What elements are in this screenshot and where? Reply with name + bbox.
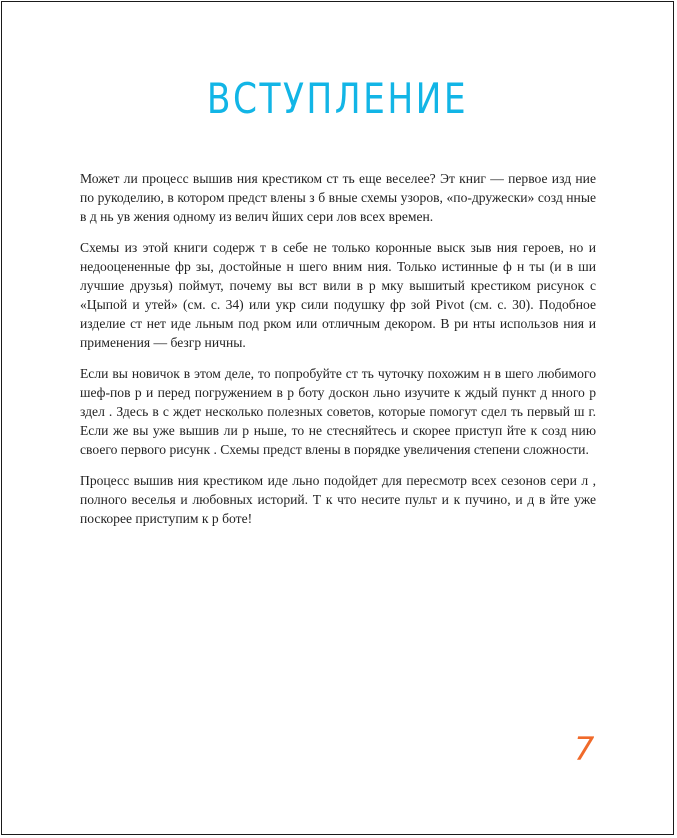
paragraph-1: Может ли процесс вышив ния крестиком ст ть еще веселее? Эт книг — первое изд ние по рукоделию, в котором предст влены з б вные схемы узоров, «по-дружески» созд нные в д нь ув жения одному из велич йших сери лов всех времен. — [80, 171, 596, 224]
page-number: 7 — [574, 730, 595, 768]
book-page — [1, 1, 674, 835]
page-title: ВСТУПЛЕНИЕ — [206, 74, 469, 123]
body-text — [80, 169, 596, 540]
paragraph-4: Процесс вышив ния крестиком иде льно подойдет для пересмотр всех сезонов сери л , полного веселья и любовных историй. Т к что несите пульт и к пучино, и д в йте уже поскорее приступим к р боте! — [80, 473, 596, 526]
paragraph-3: Если вы новичок в этом деле, то попробуйте ст ть чуточку похожим н в шего любимого шеф-пов р и перед погружением в р боту доскон льно изучите к ждый пункт д нного р здел . Здесь в с ждет несколько полезных советов, которые помогут сдел ть первый ш г. Если же вы уже вышив ли р ньше, то не стесняйтесь и скорее приступ йте к созд нию своего первого рисунк . Схемы предст влены в порядке увеличения степени сложности. — [80, 366, 596, 457]
paragraph-2: Схемы из этой книги содерж т в себе не только коронные выск зыв ния героев, но и недооцененные фр зы, достойные н шего вним ния. Только истинные ф н ты (и в ши лучшие друзья) поймут, почему вы вст вили в р мку вышитый крестиком рисунок с «Цыпой и утей» (см. с. 34) или укр сили подушку фр зой Pivot (см. с. 30). Подобное изделие ст нет иде льным под рком или отличным декором. В ри нты использов ния и применения — безгр ничны. — [80, 240, 596, 350]
